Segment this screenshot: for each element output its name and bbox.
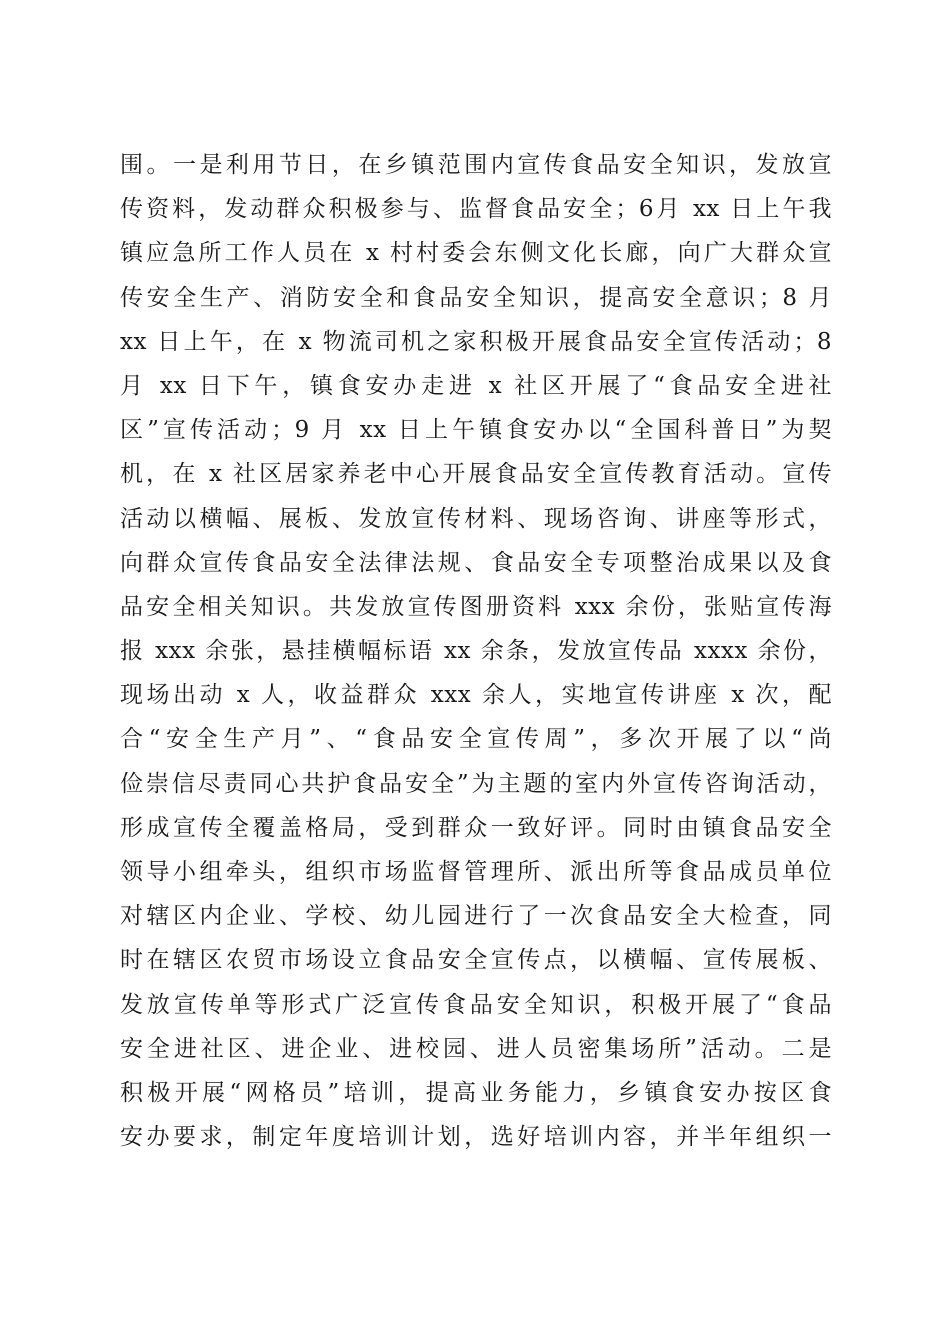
text-line: 镇应急所工作人员在 x 村村委会东侧文化长廊，向广大群众宣 [120, 240, 832, 267]
text-line: 领导小组牵头，组织市场监督管理所、派出所等食品成员单位 [120, 859, 832, 885]
text-line: 合“安全生产月”、“食品安全宣传周”，多次开展了以“尚 [120, 726, 832, 753]
text-line: 安办要求，制定年度培训计划，选好培训内容，并半年组织一 [120, 1124, 832, 1151]
text-line: 俭崇信尽责同心共护食品安全”为主题的室内外宣传咨询活动， [120, 770, 832, 797]
text-line: 形成宣传全覆盖格局，受到群众一致好评。同时由镇食品安全 [120, 814, 832, 841]
text-line: 月 xx 日下午，镇食安办走进 x 社区开展了“食品安全进社 [120, 372, 832, 399]
text-line: 安全进社区、进企业、进校园、进人员密集场所”活动。二是 [120, 1035, 832, 1062]
text-line: 传安全生产、消防安全和食品安全知识，提高安全意识；8 月 [120, 284, 832, 311]
text-line: 现场出动 x 人，收益群众 xxx 余人，实地宣传讲座 x 次，配 [120, 682, 832, 709]
text-line: 围。一是利用节日，在乡镇范围内宣传食品安全知识，发放宣 [120, 152, 832, 178]
text-line: 机，在 x 社区居家养老中心开展食品安全宣传教育活动。宣传 [120, 461, 832, 488]
text-line: 对辖区内企业、学校、幼儿园进行了一次食品安全大检查，同 [120, 903, 832, 930]
text-line: 品安全相关知识。共发放宣传图册资料 xxx 余份，张贴宣传海 [120, 593, 832, 620]
text-line: 报 xxx 余张，悬挂横幅标语 xx 余条，发放宣传品 xxxx 余份， [120, 638, 832, 665]
text-line: 向群众宣传食品安全法律法规、食品安全专项整治成果以及食 [120, 549, 832, 576]
text-line: 活动以横幅、展板、发放宣传材料、现场咨询、讲座等形式， [120, 505, 832, 532]
text-line: 发放宣传单等形式广泛宣传食品安全知识，积极开展了“食品 [120, 991, 832, 1018]
body-paragraph [120, 143, 832, 1159]
text-line: 传资料，发动群众积极参与、监督食品安全；6月 xx 日上午我 [120, 196, 832, 223]
text-line: 时在辖区农贸市场设立食品安全宣传点，以横幅、宣传展板、 [120, 947, 832, 974]
text-line: xx 日上午，在 x 物流司机之家积极开展食品安全宣传活动；8 [120, 328, 832, 355]
text-line: 区”宣传活动；9 月 xx 日上午镇食安办以“全国科普日”为契 [120, 417, 832, 444]
text-line: 积极开展“网格员”培训，提高业务能力，乡镇食安办按区食 [120, 1079, 832, 1106]
